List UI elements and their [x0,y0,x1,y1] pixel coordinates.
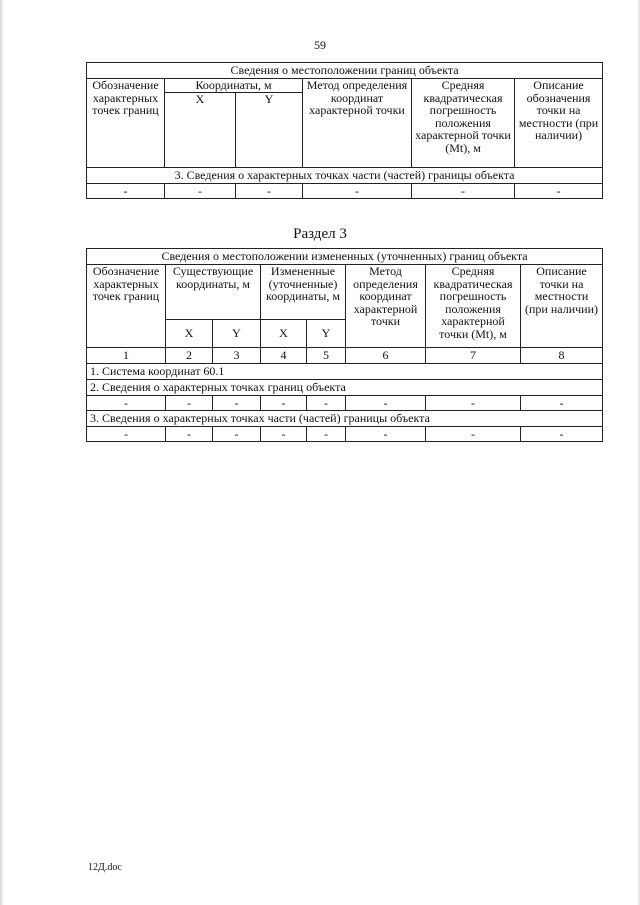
table-cell: - [261,427,307,442]
column-number: 4 [261,348,307,364]
table-cell: - [515,184,603,199]
table-cell: - [346,396,426,411]
header-changed-coordinates: Измененные (уточненные) координаты, м [261,265,346,320]
table-cell: - [87,396,166,411]
table-cell: - [236,184,303,199]
table-title-row [87,63,603,79]
table-cell: - [521,427,603,442]
section-3-label: 3. Сведения о характерных точках части (частей) границы объекта [87,411,603,427]
column-number: 7 [426,348,521,364]
header-error: Средняя квадратическая погрешность положения характерной точки (Mt), м [412,79,515,168]
table-cell: - [426,427,521,442]
table-cell: - [307,427,346,442]
header-error: Средняя квадратическая погрешность положения характерной точки (Mt), м [426,265,521,348]
column-number-row [87,348,603,364]
header-row [87,79,603,93]
table-cell: - [426,396,521,411]
header-x: X [166,320,213,348]
table-cell: - [307,396,346,411]
table-cell: - [87,427,166,442]
boundary-location-table [86,62,603,199]
table-cell: - [87,184,165,199]
table-cell: - [521,396,603,411]
table-row [87,396,603,411]
table-title: Сведения о местоположении границ объекта [87,63,603,79]
table-row [87,427,603,442]
section-heading: Раздел 3 [293,226,347,242]
column-number: 1 [87,348,166,364]
table-cell: - [303,184,412,199]
table-title-row [87,249,603,265]
header-coordinates: Координаты, м [165,79,303,93]
column-number: 5 [307,348,346,364]
table-cell: - [346,427,426,442]
changed-boundary-table [86,248,603,442]
header-description: Описание точки на местности (при наличии) [521,265,603,348]
table-cell: - [213,427,261,442]
header-y: Y [307,320,346,348]
page-number: 59 [314,38,326,52]
table-title: Сведения о местоположении измененных (уточненных) границ объекта [87,249,603,265]
section-3-label: 3. Сведения о характерных точках части (частей) границы объекта [87,168,603,184]
header-row [87,265,603,320]
section-row [87,411,603,427]
document-filename: 12Д.doc [88,862,122,873]
table-cell: - [261,396,307,411]
table-cell: - [166,396,213,411]
column-number: 2 [166,348,213,364]
section-2-label: 2. Сведения о характерных точках границ объекта [87,380,603,396]
header-method: Метод определения координат характерной точки [346,265,426,348]
section-row [87,380,603,396]
table-cell: - [412,184,515,199]
scan-edge-left [0,0,4,905]
table-cell: - [213,396,261,411]
column-number: 6 [346,348,426,364]
header-y: Y [213,320,261,348]
column-number: 8 [521,348,603,364]
table-cell: - [166,427,213,442]
section-row [87,364,603,380]
table-cell: - [165,184,236,199]
header-x: X [165,93,236,168]
header-designation: Обозначение характерных точек границ [87,79,165,168]
header-existing-coordinates: Существующие координаты, м [166,265,261,320]
section-1-label: 1. Система координат 60.1 [87,364,603,380]
section-row [87,168,603,184]
column-number: 3 [213,348,261,364]
header-method: Метод определения координат характерной точки [303,79,412,168]
table-row [87,184,603,199]
header-y: Y [236,93,303,168]
header-x: X [261,320,307,348]
header-designation: Обозначение характерных точек границ [87,265,166,348]
header-description: Описание обозначения точки на местности (при наличии) [515,79,603,168]
